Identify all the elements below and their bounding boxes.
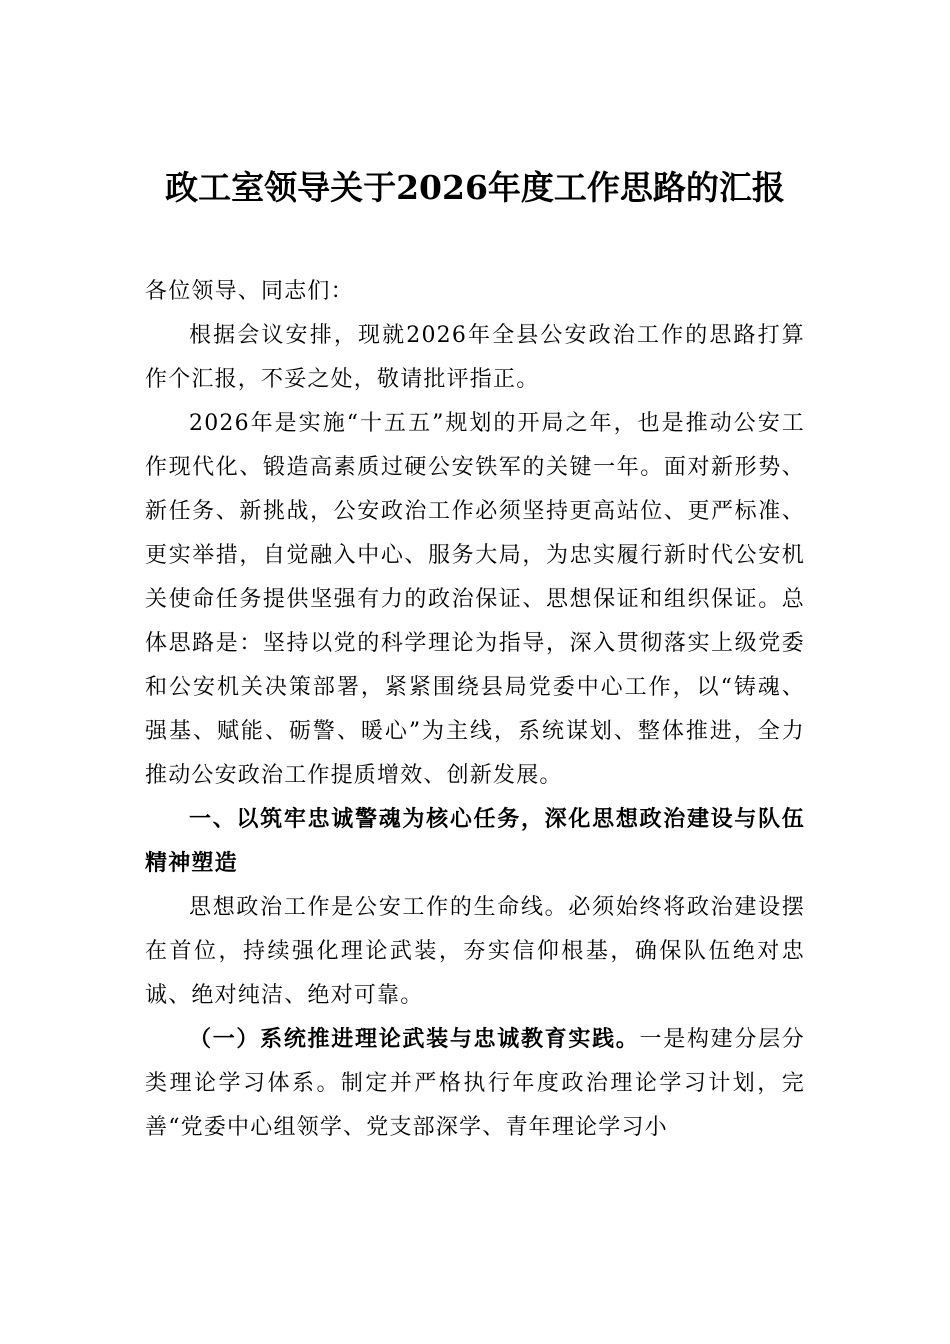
document-title: 政工室领导关于2026年度工作思路的汇报 bbox=[165, 168, 785, 207]
section-1-subsection-1 bbox=[145, 1018, 805, 1150]
document-body bbox=[145, 150, 805, 1150]
paragraph-intro: 根据会议安排，现就2026年全县公安政治工作的思路打算作个汇报，不妥之处，敬请批评指正。 bbox=[145, 323, 805, 392]
subsection-heading-1: （一）系统推进理论武装与忠诚教育实践。 bbox=[189, 1027, 640, 1052]
section-1-intro: 思想政治工作是公安工作的生命线。必须始终将政治建设摆在首位，持续强化理论武装，夯实信仰根基，确保队伍绝对忠诚、绝对纯洁、绝对可靠。 bbox=[145, 895, 805, 1008]
greeting: 各位领导、同志们： bbox=[145, 279, 354, 304]
paragraph-overview: 2026年是实施“十五五”规划的开局之年，也是推动公安工作现代化、锻造高素质过硬公安铁军的关键一年。面对新形势、新任务、新挑战，公安政治工作必须坚持更高站位、更严标准、更实举措，自觉融入中心、服务大局，为忠实履行新时代公安机关使命任务提供坚强有力的政治保证、思想保证和组织保证。总体思路是：坚持以党的科学理论为指导，深入贯彻落实上级党委和公安机关决策部署，紧紧围绕县局党委中心工作，以“铸魂、强基、赋能、砺警、暖心”为主线，系统谋划、整体推进，全力推动公安政治工作提质增效、创新发展。 bbox=[145, 411, 805, 788]
subsection-text-1: 一是构建分层分类理论学习体系。制定并严格执行年度政治理论学习计划，完善“党委中心组领学、党支部深学、青年理论学习小 bbox=[145, 1027, 805, 1140]
section-heading-1: 一、以筑牢忠诚警魂为核心任务，深化思想政治建设与队伍精神塑造 bbox=[145, 807, 805, 876]
